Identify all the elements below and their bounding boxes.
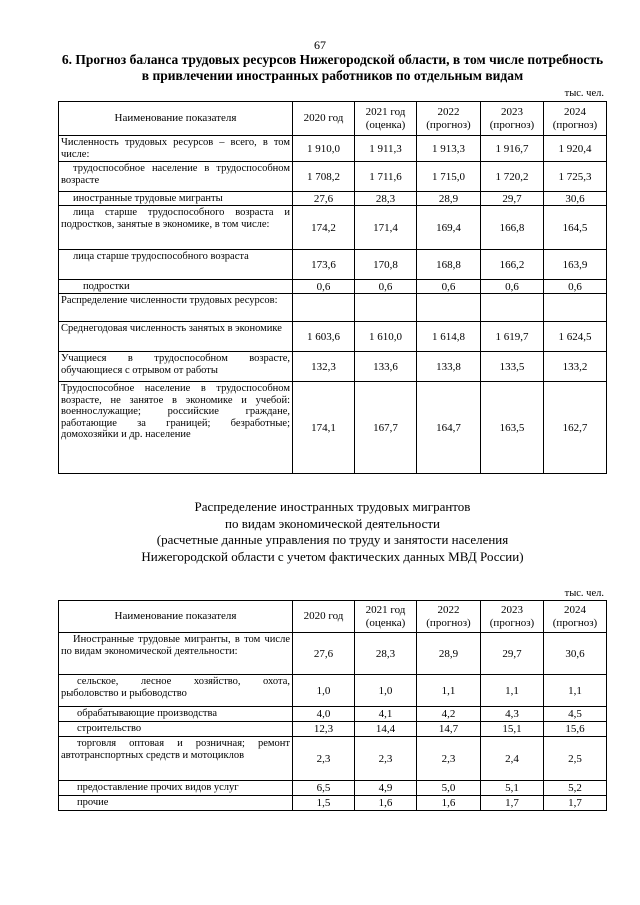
cell-value: 29,7 bbox=[481, 192, 544, 206]
migrants-by-activity-table bbox=[58, 600, 607, 811]
cell-value: 15,6 bbox=[544, 722, 607, 737]
cell-value: 133,6 bbox=[355, 352, 417, 382]
cell-value: 173,6 bbox=[293, 250, 355, 280]
cell-value: 2,3 bbox=[417, 737, 481, 781]
cell-value: 1 910,0 bbox=[293, 136, 355, 162]
cell-value: 1 720,2 bbox=[481, 162, 544, 192]
cell-value: 4,1 bbox=[355, 707, 417, 722]
cell-value: 1,1 bbox=[544, 675, 607, 707]
cell-value: 6,5 bbox=[293, 781, 355, 796]
col-header-name: Наименование показателя bbox=[59, 102, 293, 136]
row-label: подростки bbox=[59, 280, 293, 294]
cell-value: 28,3 bbox=[355, 633, 417, 675]
cell-value: 29,7 bbox=[481, 633, 544, 675]
cell-value: 1 614,8 bbox=[417, 322, 481, 352]
cell-value: 0,6 bbox=[417, 280, 481, 294]
cell-value: 4,3 bbox=[481, 707, 544, 722]
cell-value: 4,9 bbox=[355, 781, 417, 796]
cell-value: 168,8 bbox=[417, 250, 481, 280]
units-label-1: тыс. чел. bbox=[564, 88, 604, 99]
cell-value: 1 916,7 bbox=[481, 136, 544, 162]
cell-value: 28,3 bbox=[355, 192, 417, 206]
cell-value: 1 624,5 bbox=[544, 322, 607, 352]
cell-value: 14,4 bbox=[355, 722, 417, 737]
cell-value: 170,8 bbox=[355, 250, 417, 280]
col-header-2020: 2020 год bbox=[293, 102, 355, 136]
table-row bbox=[59, 633, 607, 675]
table-row bbox=[59, 796, 607, 811]
cell-value bbox=[417, 294, 481, 322]
cell-value: 171,4 bbox=[355, 206, 417, 250]
subtitle-line: (расчетные данные управления по труду и занятости населения bbox=[156, 532, 509, 547]
cell-value: 1,0 bbox=[293, 675, 355, 707]
table-row bbox=[59, 206, 607, 250]
table-row bbox=[59, 722, 607, 737]
table-row bbox=[59, 280, 607, 294]
cell-value: 166,8 bbox=[481, 206, 544, 250]
cell-value bbox=[293, 294, 355, 322]
table-row bbox=[59, 192, 607, 206]
cell-value: 12,3 bbox=[293, 722, 355, 737]
cell-value bbox=[481, 294, 544, 322]
cell-value: 4,0 bbox=[293, 707, 355, 722]
cell-value: 14,7 bbox=[417, 722, 481, 737]
table-row bbox=[59, 352, 607, 382]
cell-value: 166,2 bbox=[481, 250, 544, 280]
cell-value: 1,7 bbox=[544, 796, 607, 811]
table-row bbox=[59, 136, 607, 162]
cell-value: 0,6 bbox=[481, 280, 544, 294]
cell-value bbox=[544, 294, 607, 322]
col-header-name: Наименование показателя bbox=[59, 601, 293, 633]
row-label: Среднегодовая численность занятых в экономике bbox=[59, 322, 293, 352]
row-label: иностранные трудовые мигранты bbox=[59, 192, 293, 206]
cell-value: 132,3 bbox=[293, 352, 355, 382]
document-title: 6. Прогноз баланса трудовых ресурсов Нижегородской области, в том числе потребность в привлечении иностранных работников по отдельным видам bbox=[61, 52, 604, 83]
cell-value: 163,9 bbox=[544, 250, 607, 280]
table-row bbox=[59, 250, 607, 280]
cell-value: 1,0 bbox=[355, 675, 417, 707]
cell-value: 1 619,7 bbox=[481, 322, 544, 352]
cell-value: 1,5 bbox=[293, 796, 355, 811]
cell-value: 1,1 bbox=[417, 675, 481, 707]
col-header-2022: 2022 (прогноз) bbox=[417, 601, 481, 633]
cell-value: 1 911,3 bbox=[355, 136, 417, 162]
cell-value: 30,6 bbox=[544, 192, 607, 206]
labor-balance-table bbox=[58, 101, 607, 474]
row-label: лица старше трудоспособного возраста bbox=[59, 250, 293, 280]
cell-value: 15,1 bbox=[481, 722, 544, 737]
table-row bbox=[59, 382, 607, 474]
table-row bbox=[59, 675, 607, 707]
cell-value: 1 610,0 bbox=[355, 322, 417, 352]
row-label: Численность трудовых ресурсов – всего, в том числе: bbox=[59, 136, 293, 162]
row-label: трудоспособное население в трудоспособном возрасте bbox=[59, 162, 293, 192]
table-row bbox=[59, 781, 607, 796]
cell-value: 164,7 bbox=[417, 382, 481, 474]
cell-value: 1 920,4 bbox=[544, 136, 607, 162]
row-label: Учащиеся в трудоспособном возрасте, обучающиеся с отрывом от работы bbox=[59, 352, 293, 382]
cell-value: 163,5 bbox=[481, 382, 544, 474]
cell-value: 27,6 bbox=[293, 633, 355, 675]
cell-value: 30,6 bbox=[544, 633, 607, 675]
cell-value: 1,7 bbox=[481, 796, 544, 811]
cell-value: 28,9 bbox=[417, 192, 481, 206]
cell-value: 133,5 bbox=[481, 352, 544, 382]
col-header-2022: 2022 (прогноз) bbox=[417, 102, 481, 136]
col-header-2024: 2024 (прогноз) bbox=[544, 601, 607, 633]
cell-value: 174,2 bbox=[293, 206, 355, 250]
row-label: прочие bbox=[59, 796, 293, 811]
cell-value: 162,7 bbox=[544, 382, 607, 474]
cell-value: 1 603,6 bbox=[293, 322, 355, 352]
cell-value: 1 711,6 bbox=[355, 162, 417, 192]
cell-value: 174,1 bbox=[293, 382, 355, 474]
row-label: Распределение численности трудовых ресурсов: bbox=[59, 294, 293, 322]
table-row bbox=[59, 294, 607, 322]
table-row bbox=[59, 322, 607, 352]
cell-value: 1 715,0 bbox=[417, 162, 481, 192]
cell-value: 2,3 bbox=[355, 737, 417, 781]
cell-value: 2,3 bbox=[293, 737, 355, 781]
cell-value: 167,7 bbox=[355, 382, 417, 474]
cell-value: 4,5 bbox=[544, 707, 607, 722]
cell-value: 27,6 bbox=[293, 192, 355, 206]
cell-value: 0,6 bbox=[293, 280, 355, 294]
col-header-2021: 2021 год (оценка) bbox=[355, 601, 417, 633]
cell-value: 133,8 bbox=[417, 352, 481, 382]
cell-value: 1,6 bbox=[417, 796, 481, 811]
row-label: предоставление прочих видов услуг bbox=[59, 781, 293, 796]
cell-value: 1 725,3 bbox=[544, 162, 607, 192]
cell-value: 5,2 bbox=[544, 781, 607, 796]
page-number: 67 bbox=[314, 38, 326, 52]
units-label-2: тыс. чел. bbox=[564, 588, 604, 599]
cell-value: 169,4 bbox=[417, 206, 481, 250]
section-subtitle bbox=[60, 499, 605, 565]
cell-value: 1 913,3 bbox=[417, 136, 481, 162]
row-label: Трудоспособное население в трудоспособном возрасте, не занятое в экономике и учебой: военнослужащие; российские граждане, работающие за границей; безработные; домохозяйки и др. население bbox=[59, 382, 293, 474]
row-label: лица старше трудоспособного возраста и подростков, занятые в экономике, в том числе: bbox=[59, 206, 293, 250]
cell-value: 5,1 bbox=[481, 781, 544, 796]
subtitle-line: Нижегородской области с учетом фактических данных МВД России) bbox=[141, 548, 524, 564]
col-header-2024: 2024 (прогноз) bbox=[544, 102, 607, 136]
subtitle-line: по видам экономической деятельности bbox=[225, 515, 440, 531]
table-row bbox=[59, 737, 607, 781]
cell-value bbox=[355, 294, 417, 322]
cell-value: 133,2 bbox=[544, 352, 607, 382]
cell-value: 5,0 bbox=[417, 781, 481, 796]
row-label: Иностранные трудовые мигранты, в том числе по видам экономической деятельности: bbox=[59, 633, 293, 675]
col-header-2020: 2020 год bbox=[293, 601, 355, 633]
cell-value: 28,9 bbox=[417, 633, 481, 675]
cell-value: 1 708,2 bbox=[293, 162, 355, 192]
cell-value: 1,6 bbox=[355, 796, 417, 811]
cell-value: 4,2 bbox=[417, 707, 481, 722]
subtitle-line: Распределение иностранных трудовых мигрантов bbox=[194, 499, 471, 514]
cell-value: 0,6 bbox=[355, 280, 417, 294]
col-header-2021: 2021 год (оценка) bbox=[355, 102, 417, 136]
row-label: строительство bbox=[59, 722, 293, 737]
cell-value: 2,4 bbox=[481, 737, 544, 781]
table-row bbox=[59, 162, 607, 192]
cell-value: 0,6 bbox=[544, 280, 607, 294]
cell-value: 1,1 bbox=[481, 675, 544, 707]
row-label: торговля оптовая и розничная; ремонт автотранспортных средств и мотоциклов bbox=[59, 737, 293, 781]
col-header-2023: 2023 (прогноз) bbox=[481, 102, 544, 136]
col-header-2023: 2023 (прогноз) bbox=[481, 601, 544, 633]
cell-value: 2,5 bbox=[544, 737, 607, 781]
cell-value: 164,5 bbox=[544, 206, 607, 250]
row-label: обрабатывающие производства bbox=[59, 707, 293, 722]
row-label: сельское, лесное хозяйство, охота, рыболовство и рыбоводство bbox=[59, 675, 293, 707]
table-row bbox=[59, 707, 607, 722]
